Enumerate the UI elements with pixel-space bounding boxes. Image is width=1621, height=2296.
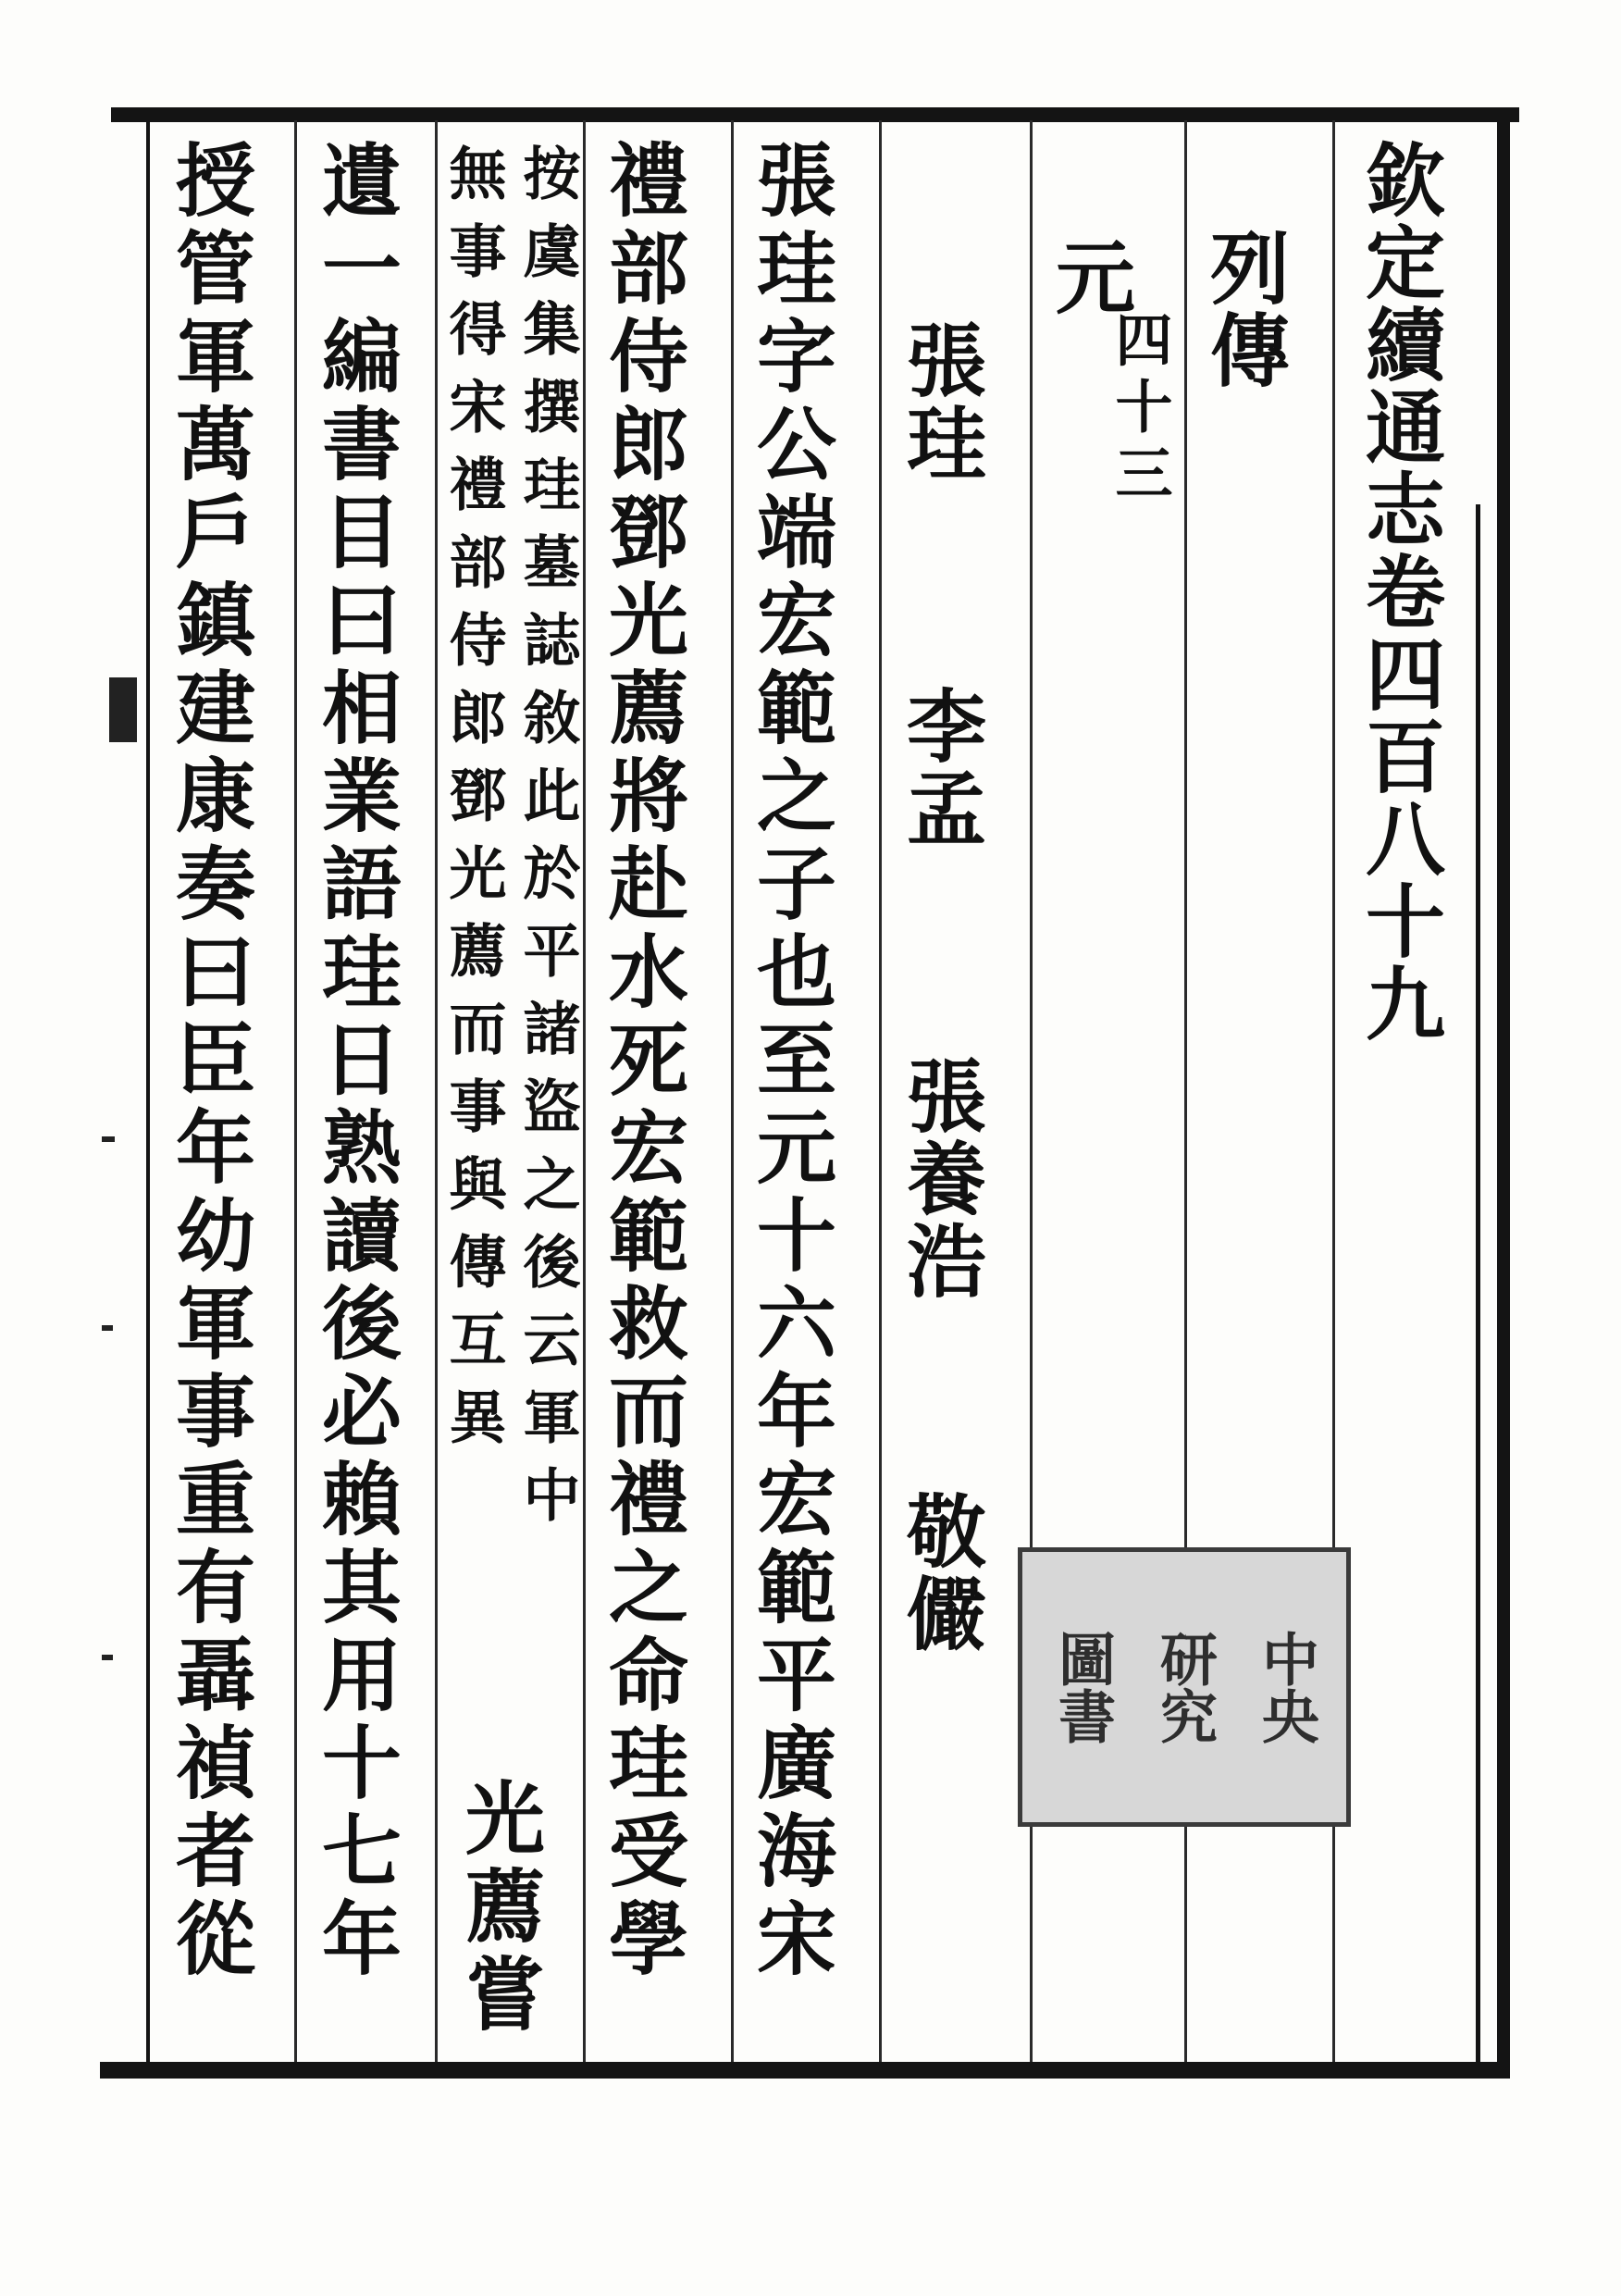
biography-name: 張養浩 xyxy=(893,1055,986,1302)
text-column-continuation: 光薦嘗 xyxy=(452,1777,545,2041)
column-divider xyxy=(294,120,297,2062)
margin-mark xyxy=(102,1655,113,1660)
biography-name: 敬儼 xyxy=(893,1490,986,1655)
seal-text: 研究 xyxy=(1150,1630,1219,1744)
volume-title: 欽定續通志卷四百八十九 xyxy=(1352,139,1445,1045)
commentary-column: 按虞集撰珪墓誌敘此於平諸盜之後云軍中 xyxy=(514,143,581,1543)
right-inner-rule xyxy=(1476,504,1480,2062)
text-column: 張珪字公端宏範之子也至元十六年宏範平廣海宋 xyxy=(743,139,836,1985)
commentary-column: 無事得宋禮部侍郎鄧光薦而事與傳互異 xyxy=(439,143,507,1465)
dynasty-heading: 元 xyxy=(1042,236,1135,318)
column-divider xyxy=(731,120,734,2062)
seal-text: 圖書 xyxy=(1048,1630,1117,1744)
text-column: 禮部侍郎鄧光薦將赴水死宏範救而禮之命珪受學 xyxy=(595,139,688,1985)
collector-seal xyxy=(1018,1547,1351,1827)
chapter-number: 四十三 xyxy=(1106,310,1173,510)
text-column: 授管軍萬戶鎮建康奏曰臣年幼軍事重有聶禎者從 xyxy=(162,139,255,1985)
section-heading: 列傳 xyxy=(1196,227,1290,391)
biography-name: 張珪 xyxy=(893,319,986,484)
biography-name: 李孟 xyxy=(893,685,986,850)
margin-mark xyxy=(102,1325,113,1331)
right-border-rule xyxy=(1497,107,1510,2079)
column-divider xyxy=(879,120,882,2062)
column-divider xyxy=(583,120,586,2062)
top-border-rule xyxy=(111,107,1519,122)
left-border-rule xyxy=(146,117,150,2064)
margin-mark xyxy=(102,1136,115,1142)
margin-mark xyxy=(109,677,137,742)
text-column: 遺一編書目曰相業語珪日熟讀後必賴其用十七年 xyxy=(308,139,402,1985)
bottom-border-rule xyxy=(100,2062,1506,2079)
column-divider xyxy=(435,120,438,2062)
seal-text: 中央 xyxy=(1252,1630,1320,1744)
